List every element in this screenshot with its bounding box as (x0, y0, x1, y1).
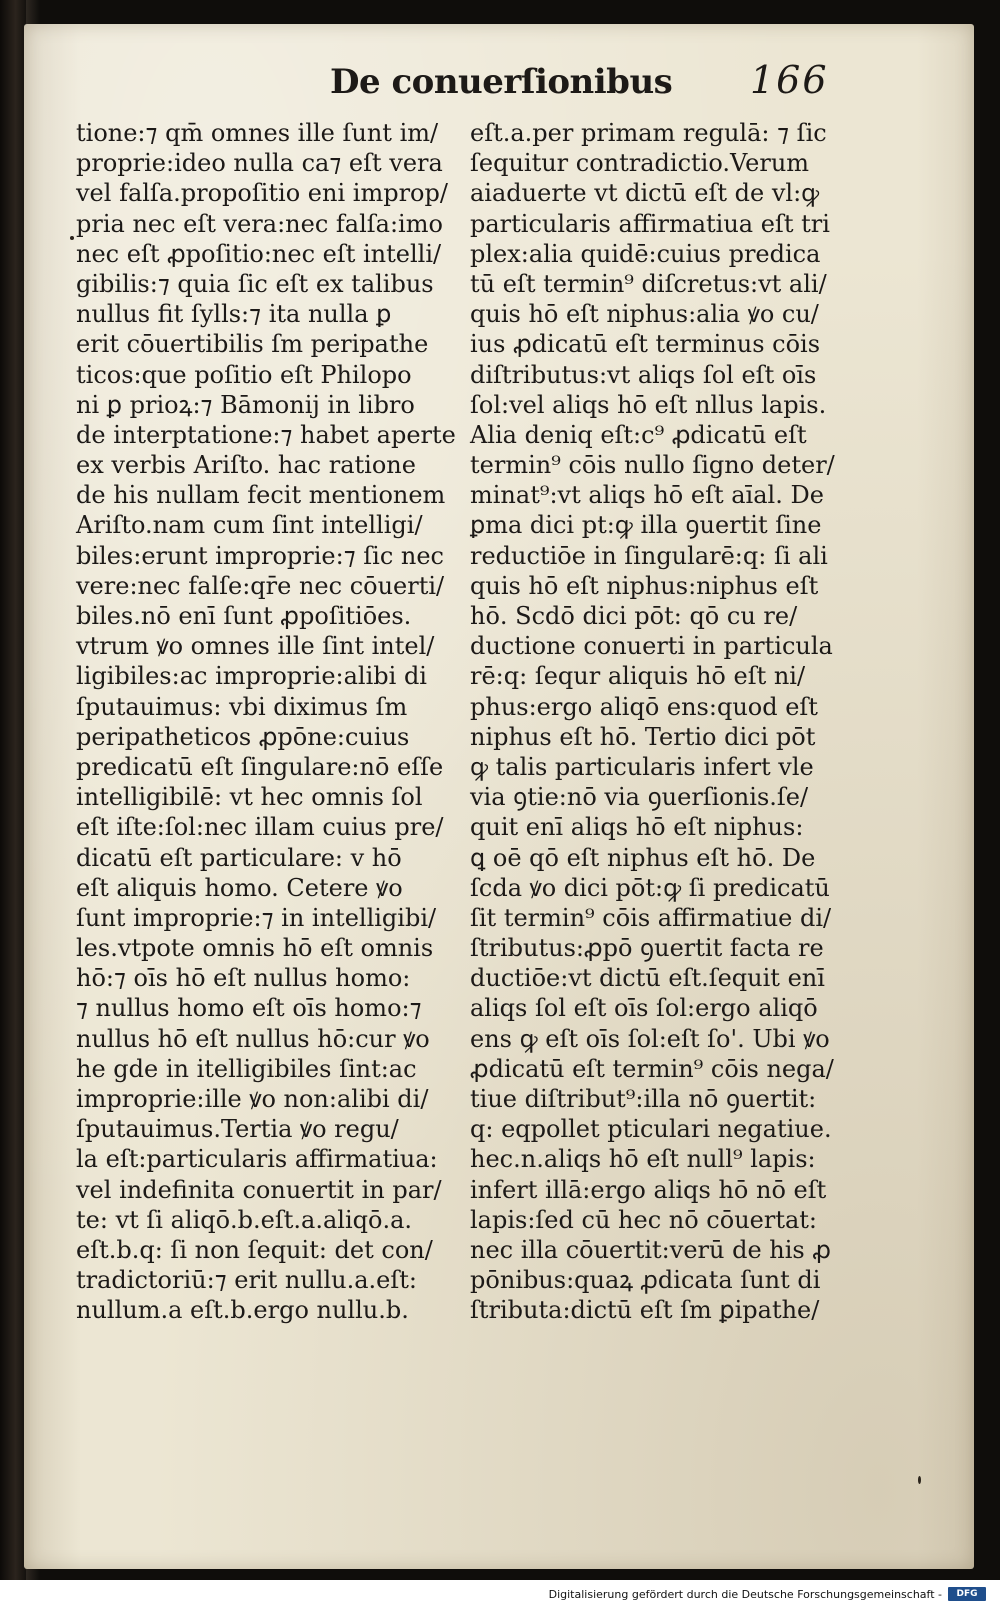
text-line: rē:q: ſequr aliquis hō eſt ni/ (470, 662, 806, 691)
text-line: minat⁹:vt aliqs hō eſt aīal. De (470, 481, 824, 510)
text-line: gibilis:⁊ quia ſic eſt ex talibus (76, 269, 434, 298)
dfg-logo: DFG (948, 1587, 986, 1601)
text-line: vere:nec falſe:qr̄e nec cōuerti/ (76, 571, 445, 600)
text-line: diſtributus:vt aliqs ſol eſt oīs (470, 360, 817, 389)
text-line: ⁊ nullus homo eſt oīs homo:⁊ (76, 994, 422, 1023)
text-line: ſtributa:dictū eſt ſm ꝑipathe/ (470, 1296, 820, 1325)
text-line: predicatū eſt ſingulare:nō eſſe (76, 752, 444, 781)
right-text-column (470, 118, 846, 1326)
text-line: niphus eſt hō. Tertio dici pōt (470, 722, 816, 751)
text-line: nullus hō eſt nullus hō:cur ꝟo (76, 1024, 430, 1053)
text-line: aliqs ſol eſt oīs ſol:ergo aliqō (470, 994, 818, 1023)
paper-speck (918, 1476, 921, 1484)
text-line: plex:alia quidē:cuius predica (470, 239, 821, 268)
text-line: biles.nō enī ſunt ꝓpoſitiōes. (76, 602, 412, 630)
text-line: ꝙ talis particularis infert vle (470, 752, 814, 781)
text-line: proprie:ideo nulla ca⁊ eſt vera (76, 149, 443, 178)
text-line: improprie:ille ꝟo non:alibi di/ (76, 1085, 429, 1113)
text-line: phus:ergo aliqō ens:quod eſt (470, 692, 818, 721)
text-line: ſputauimus.Tertia ꝟo regu/ (76, 1115, 399, 1144)
text-line: termin⁹ cōis nullo ſigno deter/ (470, 451, 835, 480)
text-line: ſit termin⁹ cōis affirmatiue di/ (470, 903, 832, 932)
text-line: ſtributus:ꝓpō ꝯuertit facta re (470, 934, 824, 963)
text-line: ex verbis Ariſto. hac ratione (76, 451, 416, 480)
text-line: ductione conuerti in particula (470, 632, 833, 661)
book-spine (0, 0, 26, 1609)
text-line: ſunt improprie:⁊ in intelligibi/ (76, 903, 437, 932)
text-line: he gde in itelligibiles ſint:ac (76, 1054, 417, 1083)
text-line: peripatheticos ꝓpōne:cuius (76, 722, 410, 751)
text-line: ius ꝓdicatū eſt terminus cōis (470, 330, 821, 359)
text-line: infert illā:ergo aliqs hō nō eſt (470, 1175, 827, 1204)
text-line: biles:erunt improprie:⁊ ſic nec (76, 541, 444, 570)
text-line: ꝓdicatū eſt termin⁹ cōis nega/ (470, 1054, 834, 1083)
text-line: particularis affirmatiua eſt tri (470, 209, 830, 238)
text-line: Alia deniq eſt:c⁹ ꝓdicatū eſt (470, 420, 807, 449)
text-line: ſol:vel aliqs hō eſt nllus lapis. (470, 390, 827, 419)
text-line: vel indefinita conuertit in par/ (76, 1175, 442, 1204)
text-line: ſcda ꝟo dici pōt:ꝙ ſi predicatū (470, 873, 830, 902)
text-line: ticos:que poſitio eſt Philopo (76, 360, 412, 389)
text-line: dicatū eſt particulare: v hō (76, 843, 402, 872)
text-line: ꝑma dici pt:ꝙ illa ꝯuertit ſine (470, 511, 822, 540)
text-line: de his nullam fecit mentionem (76, 481, 446, 510)
running-head: De conuerſionibus (330, 62, 673, 102)
text-line: pria nec eſt vera:nec falſa:imo (76, 209, 443, 238)
text-line: intelligibilē: vt hec omnis ſol (76, 783, 423, 812)
text-line: hō. Scdō dici pōt: qō cu re/ (470, 602, 798, 630)
text-line: erit cōuertibilis ſm peripathe (76, 330, 429, 359)
text-line: ſequitur contradictio.Verum (470, 149, 810, 178)
page-number: 166 (750, 58, 829, 102)
text-line: tū eſt termin⁹ diſcretus:vt ali/ (470, 269, 827, 298)
text-line: eſt iſte:ſol:nec illam cuius pre/ (76, 813, 444, 842)
text-line: de interptatione:⁊ habet aperte (76, 420, 456, 449)
text-line: eſt.b.q: ſi non ſequit: det con/ (76, 1235, 433, 1264)
text-line: ni ꝑ prioꝝ:⁊ Bāmonij in libro (76, 390, 415, 419)
footer-credit: Digitalisierung gefördert durch die Deutsche Forschungsgemeinschaft - (548, 1588, 942, 1601)
text-line: la eſt:particularis affirmatiua: (76, 1145, 438, 1174)
text-line: ſputauimus: vbi diximus ſm (76, 692, 408, 721)
text-line: les.vtpote omnis hō eſt omnis (76, 934, 434, 963)
text-line: tione:⁊ qm̄ omnes ille ſunt im/ (76, 119, 439, 147)
text-line: aiaduerte vt dictū eſt de vl:ꝙ (470, 179, 820, 208)
text-line: quis hō eſt niphus:alia ꝟo cu/ (470, 300, 819, 329)
text-line: lapis:ſed cū hec nō cōuertat: (470, 1205, 818, 1234)
text-line: tradictoriū:⁊ erit nullu.a.eſt: (76, 1266, 417, 1295)
text-line: Ariſto.nam cum ſint intelligi/ (76, 511, 423, 540)
text-line: ens ꝙ eſt oīs ſol:eſt ſo'. Ubi ꝟo (470, 1024, 830, 1053)
text-line: pōnibus:quaꝝ ꝓdicata ſunt di (470, 1266, 821, 1295)
text-line: quis hō eſt niphus:niphus eſt (470, 571, 819, 600)
text-line: ꝗ oē qō eſt niphus eſt hō. De (470, 843, 816, 872)
text-line: eſt aliquis homo. Cetere ꝟo (76, 873, 403, 902)
text-line: hec.n.aliqs hō eſt null⁹ lapis: (470, 1145, 816, 1174)
text-line: q: eqpollet pticulari negatiue. (470, 1115, 832, 1144)
left-text-column (76, 118, 456, 1326)
text-line: nec illa cōuertit:verū de his ꝓ (470, 1235, 831, 1264)
text-line: nullus fit ſylls:⁊ ita nulla ꝑ (76, 300, 392, 329)
text-line: ligibiles:ac improprie:alibi di (76, 662, 427, 691)
text-line: reductiōe in ſingularē:q: ſi ali (470, 541, 828, 570)
text-line: vtrum ꝟo omnes ille ſint intel/ (76, 632, 435, 661)
text-line: via ꝯtie:nō via ꝯuerſionis.ſe/ (470, 783, 809, 812)
paper-speck (70, 236, 74, 240)
text-line: tiue diſtribut⁹:illa nō ꝯuertit: (470, 1085, 817, 1113)
text-line: quit enī aliqs hō eſt niphus: (470, 813, 804, 842)
text-line: nec eſt ꝓpoſitio:nec eſt intelli/ (76, 239, 442, 268)
text-line: hō:⁊ oīs hō eſt nullus homo: (76, 964, 411, 993)
text-line: eſt.a.per primam regulā: ⁊ ſic (470, 119, 827, 147)
text-line: te: vt ſi aliqō.b.eſt.a.aliqō.a. (76, 1205, 413, 1234)
text-line: ductiōe:vt dictū eſt.ſequit enī (470, 964, 825, 993)
text-line: vel falſa.propoſitio eni improp/ (76, 179, 448, 208)
text-line: nullum.a eſt.b.ergo nullu.b. (76, 1296, 409, 1325)
